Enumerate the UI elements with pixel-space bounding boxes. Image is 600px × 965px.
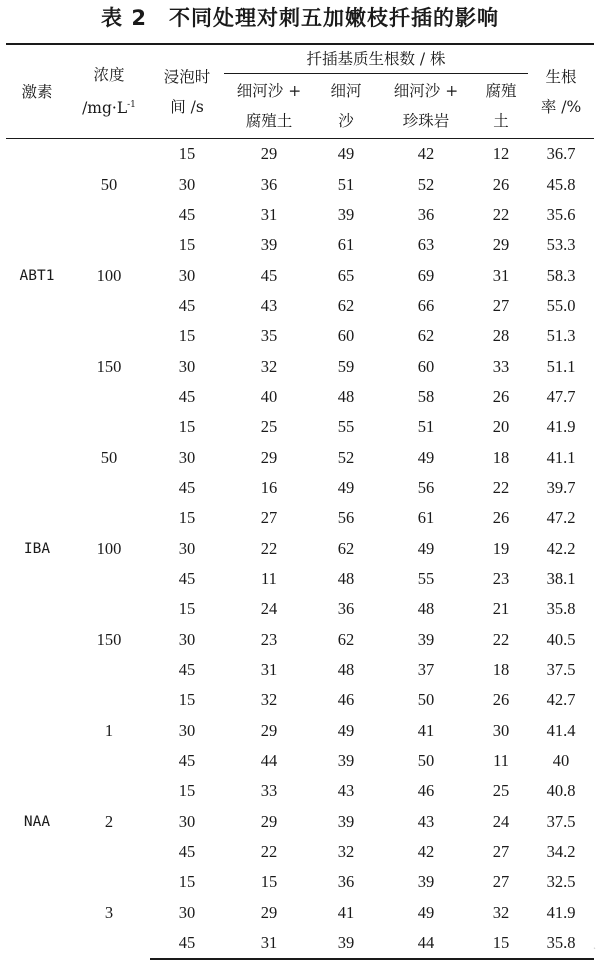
concentration-cell: 2 bbox=[104, 811, 114, 831]
medium-1-cell: 33 bbox=[260, 781, 278, 801]
table-header bbox=[6, 44, 594, 139]
medium-2-cell: 36 bbox=[337, 872, 355, 892]
soak-time-cell: 45 bbox=[178, 568, 196, 588]
hormone-cell: IBA bbox=[23, 540, 51, 557]
soak-time-cell: 15 bbox=[178, 781, 196, 801]
medium-1-cell: 15 bbox=[260, 872, 278, 892]
rooting-rate-cell: 42.2 bbox=[546, 538, 576, 558]
rooting-rate-cell: 36.7 bbox=[546, 144, 576, 164]
medium-4-cell: 12 bbox=[492, 144, 510, 164]
medium-1-cell: 40 bbox=[260, 386, 278, 406]
rooting-rate-cell: 37.5 bbox=[546, 660, 576, 680]
rooting-rate-cell: 40.5 bbox=[546, 629, 576, 649]
medium-1-cell: 22 bbox=[260, 842, 278, 862]
medium-4-cell: 32 bbox=[492, 902, 510, 922]
rooting-rate-cell: 38.1 bbox=[546, 568, 576, 588]
header-hormone: 激素 bbox=[6, 44, 68, 139]
medium-2-cell: 39 bbox=[337, 751, 355, 771]
medium-3-cell: 55 bbox=[417, 568, 435, 588]
medium-4-cell: 19 bbox=[492, 538, 510, 558]
data-table bbox=[6, 43, 594, 960]
concentration-cell: 100 bbox=[96, 538, 122, 558]
table-row bbox=[6, 230, 594, 260]
header-medium-2: 细河 沙 bbox=[314, 74, 378, 139]
concentration-cell: 3 bbox=[104, 903, 114, 923]
medium-1-cell: 11 bbox=[261, 568, 277, 588]
soak-time-cell: 15 bbox=[178, 235, 196, 255]
medium-2-cell: 56 bbox=[337, 508, 355, 528]
rooting-rate-cell: 47.2 bbox=[546, 508, 576, 528]
rooting-rate-cell: 42.7 bbox=[546, 690, 576, 710]
hormone-cell: NAA bbox=[23, 814, 51, 831]
soak-time-cell: 15 bbox=[178, 690, 196, 710]
medium-3-cell: 66 bbox=[417, 295, 435, 315]
medium-3-cell: 39 bbox=[417, 629, 435, 649]
medium-2-cell: 39 bbox=[337, 204, 355, 224]
medium-1-cell: 29 bbox=[260, 902, 278, 922]
table-body bbox=[6, 139, 594, 960]
medium-4-cell: 18 bbox=[492, 660, 510, 680]
soak-time-cell: 15 bbox=[178, 417, 196, 437]
medium-2-cell: 41 bbox=[337, 902, 355, 922]
medium-3-cell: 63 bbox=[417, 235, 435, 255]
soak-time-cell: 30 bbox=[178, 720, 196, 740]
soak-time-cell: 45 bbox=[150, 928, 224, 959]
soak-time-cell: 45 bbox=[178, 842, 196, 862]
medium-1-cell: 31 bbox=[224, 928, 314, 959]
soak-time-cell: 45 bbox=[178, 751, 196, 771]
rooting-rate-cell: 41.9 bbox=[546, 902, 576, 922]
medium-1-cell: 24 bbox=[260, 599, 278, 619]
soak-time-cell: 30 bbox=[178, 811, 196, 831]
table-row bbox=[6, 594, 594, 624]
medium-1-cell: 29 bbox=[260, 447, 278, 467]
header-soak-time: 浸泡时 间 /s bbox=[150, 44, 224, 139]
medium-1-cell: 31 bbox=[260, 204, 278, 224]
header-concentration: 浓度 $/mg\cdot L^{-1}$ bbox=[68, 44, 150, 139]
medium-3-cell: 37 bbox=[417, 660, 435, 680]
rooting-rate-cell: 39.7 bbox=[546, 477, 576, 497]
medium-4-cell: 26 bbox=[492, 174, 510, 194]
medium-3-cell: 51 bbox=[417, 417, 435, 437]
medium-4-cell: 24 bbox=[492, 811, 510, 831]
medium-4-cell: 22 bbox=[492, 477, 510, 497]
medium-4-cell: 15 bbox=[474, 928, 528, 959]
medium-3-cell: 69 bbox=[417, 265, 435, 285]
rooting-rate-cell: 40 bbox=[552, 751, 570, 771]
rooting-rate-cell: 51.1 bbox=[546, 356, 576, 376]
soak-time-cell: 45 bbox=[178, 477, 196, 497]
medium-3-cell: 49 bbox=[417, 447, 435, 467]
medium-2-cell: 65 bbox=[337, 265, 355, 285]
table-row bbox=[6, 321, 594, 351]
soak-time-cell: 30 bbox=[178, 447, 196, 467]
rooting-rate-cell: 41.9 bbox=[546, 417, 576, 437]
medium-3-cell: 60 bbox=[417, 356, 435, 376]
header-root-count-group: 扦插基质生根数 / 株 bbox=[224, 44, 528, 74]
medium-4-cell: 20 bbox=[492, 417, 510, 437]
medium-2-cell: 61 bbox=[337, 235, 355, 255]
soak-time-cell: 30 bbox=[178, 174, 196, 194]
medium-4-cell: 29 bbox=[492, 235, 510, 255]
medium-1-cell: 29 bbox=[260, 144, 278, 164]
medium-2-cell: 49 bbox=[337, 477, 355, 497]
medium-4-cell: 27 bbox=[492, 842, 510, 862]
medium-1-cell: 32 bbox=[260, 690, 278, 710]
medium-2-cell: 60 bbox=[337, 326, 355, 346]
medium-3-cell: 42 bbox=[417, 144, 435, 164]
medium-2-cell: 48 bbox=[337, 568, 355, 588]
soak-time-cell: 30 bbox=[178, 902, 196, 922]
medium-2-cell: 62 bbox=[337, 629, 355, 649]
soak-time-cell: 15 bbox=[178, 326, 196, 346]
rooting-rate-cell: 40.8 bbox=[546, 781, 576, 801]
medium-4-cell: 26 bbox=[492, 386, 510, 406]
medium-2-cell: 52 bbox=[337, 447, 355, 467]
medium-3-cell: 58 bbox=[417, 386, 435, 406]
medium-4-cell: 21 bbox=[492, 599, 510, 619]
rooting-rate-cell: 41.1 bbox=[546, 447, 576, 467]
medium-2-cell: 43 bbox=[337, 781, 355, 801]
rooting-rate-cell: 37.5 bbox=[546, 811, 576, 831]
medium-3-cell: 48 bbox=[417, 599, 435, 619]
table-row bbox=[6, 776, 594, 806]
soak-time-cell: 15 bbox=[178, 599, 196, 619]
medium-4-cell: 26 bbox=[492, 508, 510, 528]
medium-2-cell: 55 bbox=[337, 417, 355, 437]
medium-1-cell: 39 bbox=[260, 235, 278, 255]
medium-1-cell: 22 bbox=[260, 538, 278, 558]
rooting-rate-cell: 34.2 bbox=[546, 842, 576, 862]
medium-3-cell: 49 bbox=[417, 538, 435, 558]
medium-3-cell: 43 bbox=[417, 811, 435, 831]
concentration-cell: 150 bbox=[96, 629, 122, 649]
rooting-rate-cell: 35.8 bbox=[546, 599, 576, 619]
soak-time-cell: 15 bbox=[178, 508, 196, 528]
concentration-cell: 50 bbox=[100, 174, 118, 194]
medium-2-cell: 36 bbox=[337, 599, 355, 619]
medium-1-cell: 32 bbox=[260, 356, 278, 376]
medium-2-cell: 62 bbox=[337, 295, 355, 315]
medium-3-cell: 62 bbox=[417, 326, 435, 346]
medium-1-cell: 16 bbox=[260, 477, 278, 497]
table-title: 表 2 不同处理对刺五加嫩枝扦插的影响 bbox=[101, 6, 499, 30]
concentration-cell: 50 bbox=[100, 447, 118, 467]
table-row bbox=[6, 139, 594, 170]
soak-time-cell: 30 bbox=[178, 356, 196, 376]
rooting-rate-cell: 58.3 bbox=[546, 265, 576, 285]
rooting-rate-cell: 53.3 bbox=[546, 235, 576, 255]
soak-time-cell: 45 bbox=[178, 660, 196, 680]
medium-3-cell: 44 bbox=[378, 928, 474, 959]
soak-time-cell: 30 bbox=[178, 538, 196, 558]
medium-2-cell: 51 bbox=[337, 174, 355, 194]
header-medium-1: 细河沙 + 腐殖土 bbox=[224, 74, 314, 139]
header-rooting-rate: 生根 率 /% bbox=[528, 44, 594, 139]
rooting-rate-cell: 55.0 bbox=[546, 295, 576, 315]
medium-3-cell: 49 bbox=[417, 902, 435, 922]
medium-3-cell: 36 bbox=[417, 204, 435, 224]
medium-2-cell: 39 bbox=[314, 928, 378, 959]
medium-4-cell: 25 bbox=[492, 781, 510, 801]
medium-1-cell: 43 bbox=[260, 295, 278, 315]
medium-4-cell: 27 bbox=[492, 872, 510, 892]
medium-3-cell: 61 bbox=[417, 508, 435, 528]
medium-3-cell: 50 bbox=[417, 690, 435, 710]
medium-3-cell: 39 bbox=[417, 872, 435, 892]
rooting-rate-cell: 32.5 bbox=[546, 872, 576, 892]
watermark: · bbox=[588, 942, 600, 955]
medium-1-cell: 44 bbox=[260, 751, 278, 771]
medium-4-cell: 31 bbox=[492, 265, 510, 285]
soak-time-cell: 30 bbox=[178, 629, 196, 649]
rooting-rate-cell: 45.8 bbox=[546, 174, 576, 194]
medium-1-cell: 35 bbox=[260, 326, 278, 346]
medium-4-cell: 27 bbox=[492, 295, 510, 315]
table-row bbox=[6, 685, 594, 715]
medium-3-cell: 56 bbox=[417, 477, 435, 497]
medium-3-cell: 50 bbox=[417, 751, 435, 771]
medium-1-cell: 45 bbox=[260, 265, 278, 285]
medium-1-cell: 27 bbox=[260, 508, 278, 528]
medium-2-cell: 49 bbox=[337, 720, 355, 740]
medium-1-cell: 25 bbox=[260, 417, 278, 437]
rooting-rate-cell: 35.6 bbox=[546, 204, 576, 224]
medium-4-cell: 22 bbox=[492, 629, 510, 649]
medium-1-cell: 29 bbox=[260, 811, 278, 831]
medium-1-cell: 29 bbox=[260, 720, 278, 740]
medium-3-cell: 41 bbox=[417, 720, 435, 740]
medium-1-cell: 31 bbox=[260, 660, 278, 680]
medium-1-cell: 23 bbox=[260, 629, 278, 649]
medium-2-cell: 48 bbox=[337, 386, 355, 406]
medium-4-cell: 33 bbox=[492, 356, 510, 376]
medium-2-cell: 46 bbox=[337, 690, 355, 710]
rooting-rate-cell: 47.7 bbox=[546, 386, 576, 406]
hormone-cell: ABT1 bbox=[19, 267, 55, 284]
medium-2-cell: 59 bbox=[337, 356, 355, 376]
medium-2-cell: 49 bbox=[337, 144, 355, 164]
medium-4-cell: 28 bbox=[492, 326, 510, 346]
header-medium-3: 细河沙 + 珍珠岩 bbox=[378, 74, 474, 139]
medium-4-cell: 30 bbox=[492, 720, 510, 740]
table-row bbox=[6, 412, 594, 442]
soak-time-cell: 45 bbox=[178, 204, 196, 224]
medium-2-cell: 48 bbox=[337, 660, 355, 680]
medium-3-cell: 42 bbox=[417, 842, 435, 862]
soak-time-cell: 45 bbox=[178, 386, 196, 406]
medium-4-cell: 22 bbox=[492, 204, 510, 224]
soak-time-cell: 15 bbox=[178, 872, 196, 892]
soak-time-cell: 45 bbox=[178, 295, 196, 315]
soak-time-cell: 30 bbox=[178, 265, 196, 285]
rooting-rate-cell: 41.4 bbox=[546, 720, 576, 740]
medium-3-cell: 46 bbox=[417, 781, 435, 801]
medium-4-cell: 26 bbox=[492, 690, 510, 710]
medium-4-cell: 11 bbox=[493, 751, 509, 771]
medium-1-cell: 36 bbox=[260, 174, 278, 194]
concentration-cell: 100 bbox=[96, 265, 122, 285]
table-row bbox=[6, 867, 594, 897]
medium-2-cell: 32 bbox=[337, 842, 355, 862]
medium-4-cell: 23 bbox=[492, 568, 510, 588]
concentration-cell: 1 bbox=[104, 720, 114, 740]
medium-2-cell: 39 bbox=[337, 811, 355, 831]
table-row bbox=[6, 503, 594, 533]
medium-2-cell: 62 bbox=[337, 538, 355, 558]
concentration-cell: 150 bbox=[96, 356, 122, 376]
medium-4-cell: 18 bbox=[492, 447, 510, 467]
medium-3-cell: 52 bbox=[417, 174, 435, 194]
soak-time-cell: 15 bbox=[178, 144, 196, 164]
header-medium-4: 腐殖 土 bbox=[474, 74, 528, 139]
rooting-rate-cell: 35.8 bbox=[528, 928, 594, 959]
rooting-rate-cell: 51.3 bbox=[546, 326, 576, 346]
